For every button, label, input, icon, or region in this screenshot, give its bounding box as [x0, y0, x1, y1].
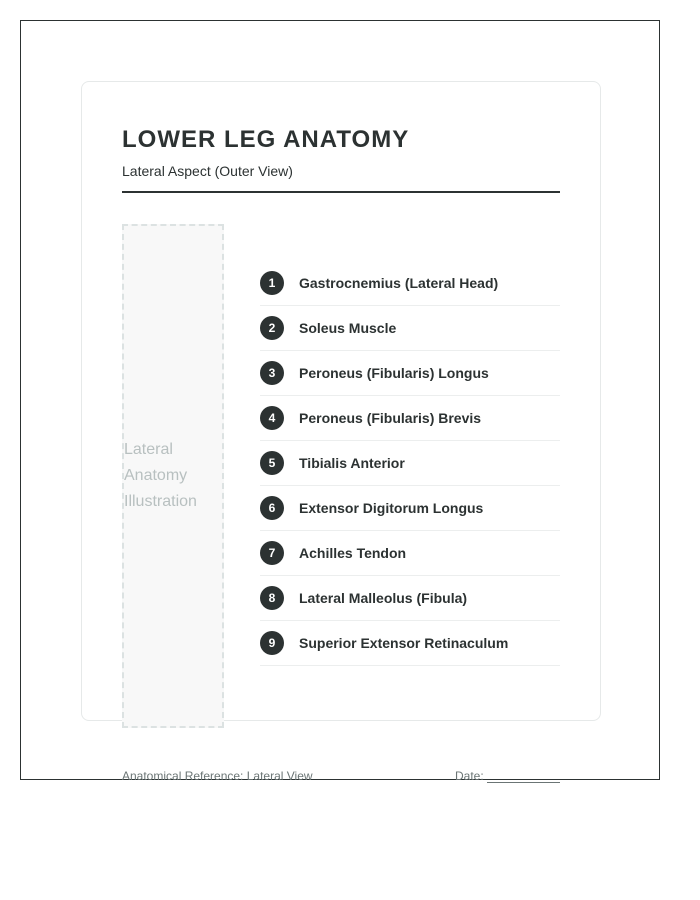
illustration-line: Anatomy: [124, 467, 188, 484]
legend-item: [260, 621, 560, 666]
date-label: Date:: [455, 769, 484, 783]
number-badge: 7: [260, 541, 284, 565]
legend-item-label: Tibialis Anterior: [299, 455, 405, 471]
legend-item: [260, 306, 560, 351]
page-title: LOWER LEG ANATOMY: [122, 126, 410, 153]
illustration-placeholder-text: [124, 437, 204, 515]
page-subtitle: Lateral Aspect (Outer View): [122, 163, 293, 179]
number-badge: 8: [260, 586, 284, 610]
legend-item: [260, 261, 560, 306]
legend-item: [260, 486, 560, 531]
legend-item-label: Superior Extensor Retinaculum: [299, 635, 509, 651]
legend-item-label: Soleus Muscle: [299, 320, 397, 336]
footer-reference: Anatomical Reference: Lateral View: [122, 769, 313, 783]
legend-item: [260, 351, 560, 396]
legend-item-label: Achilles Tendon: [299, 545, 407, 561]
legend-item-label: Peroneus (Fibularis) Longus: [299, 365, 489, 381]
legend-item-label: Peroneus (Fibularis) Brevis: [299, 410, 482, 426]
footer-date: [455, 769, 560, 783]
header-divider: [122, 191, 560, 193]
illustration-line: Illustration: [124, 493, 197, 510]
legend-item-label: Lateral Malleolus (Fibula): [299, 590, 468, 606]
legend-item: [260, 531, 560, 576]
legend-item: [260, 441, 560, 486]
number-badge: 9: [260, 631, 284, 655]
illustration-placeholder: [122, 224, 224, 728]
number-badge: 3: [260, 361, 284, 385]
legend-item-label: Gastrocnemius (Lateral Head): [299, 275, 499, 291]
date-blank-line[interactable]: [487, 770, 560, 783]
muscle-legend-list: [260, 261, 560, 666]
legend-item: [260, 396, 560, 441]
number-badge: 1: [260, 271, 284, 295]
number-badge: 2: [260, 316, 284, 340]
number-badge: 5: [260, 451, 284, 475]
legend-item-label: Extensor Digitorum Longus: [299, 500, 484, 516]
illustration-line: Lateral: [124, 441, 173, 458]
number-badge: 6: [260, 496, 284, 520]
number-badge: 4: [260, 406, 284, 430]
legend-item: [260, 576, 560, 621]
